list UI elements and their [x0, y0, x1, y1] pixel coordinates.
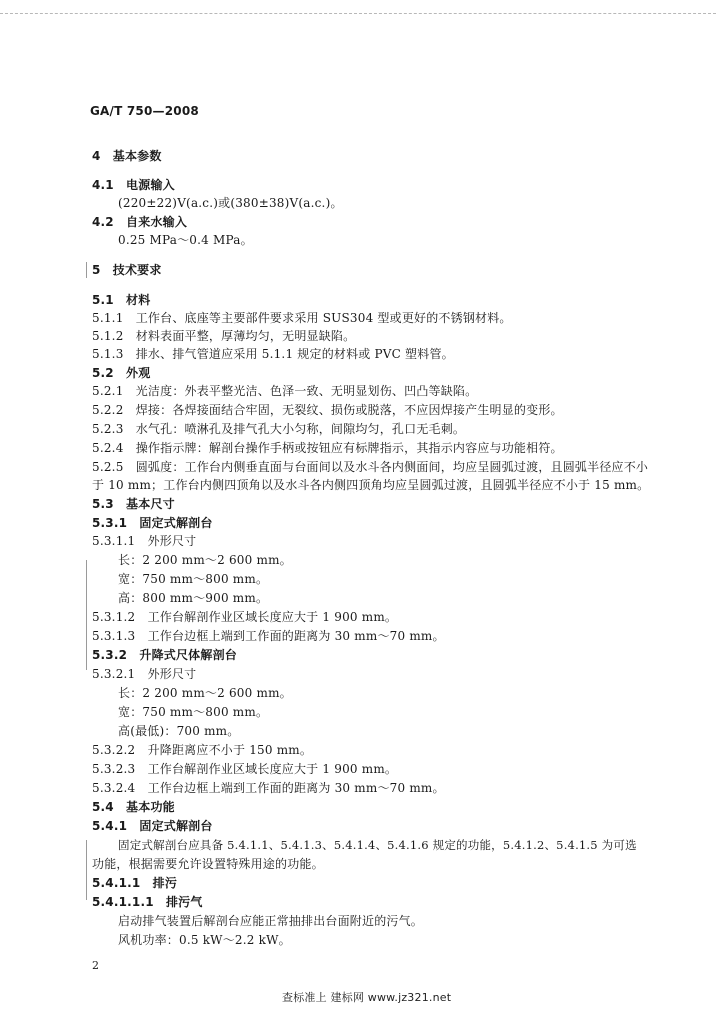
- clause-text: 5.2.4 操作指示牌：解剖台操作手柄或按钮应有标牌指示，其指示内容应与功能相符。: [92, 441, 563, 455]
- clause-text: 风机功率：0.5 kW～2.2 kW。: [118, 933, 291, 947]
- clause-text: 5.3.1.2 工作台解剖作业区域长度应大于 1 900 mm。: [92, 610, 398, 624]
- clause-text: 宽：750 mm～800 mm。: [118, 705, 269, 719]
- clause-text: 高(最低)：700 mm。: [118, 724, 240, 738]
- clause-text: 5.2.3 水气孔：喷淋孔及排气孔大小匀称，间隙均匀，孔口无毛刺。: [92, 422, 466, 436]
- clause-text: 0.25 MPa～0.4 MPa。: [118, 233, 253, 247]
- clause-heading: 5.1 材料: [92, 293, 151, 307]
- clause-text: 长：2 200 mm～2 600 mm。: [118, 686, 292, 700]
- clause-text: 5.2.2 焊接：各焊接面结合牢固，无裂纹、损伤或脱落，不应因焊接产生明显的变形。: [92, 403, 563, 417]
- clause-text: 5.3.2.3 工作台解剖作业区域长度应大于 1 900 mm。: [92, 762, 398, 776]
- clause-text: 宽：750 mm～800 mm。: [118, 572, 269, 586]
- clause-text: 长：2 200 mm～2 600 mm。: [118, 553, 292, 567]
- clause-text: 5.3.2.1 外形尺寸: [92, 667, 197, 681]
- margin-mark: [86, 560, 87, 670]
- section-heading: 4 基本参数: [92, 149, 162, 163]
- clause-text: 于 10 mm；工作台内侧四顶角以及水斗各内侧四顶角均应呈圆弧过渡，且圆弧半径应不小于 15 mm。: [92, 478, 650, 492]
- clause-text: 功能，根据需要允许设置特殊用途的功能。: [92, 857, 324, 871]
- clause-heading: 4.1 电源输入: [92, 178, 175, 192]
- clause-text: 5.3.1.3 工作台边框上端到工作面的距离为 30 mm～70 mm。: [92, 629, 445, 643]
- page-number: 2: [92, 959, 100, 972]
- scan-edge-line: [0, 13, 716, 14]
- clause-text: 高：800 mm～900 mm。: [118, 591, 269, 605]
- clause-text: 5.2.1 光洁度：外表平整光洁、色泽一致、无明显划伤、凹凸等缺陷。: [92, 384, 478, 398]
- standard-number: GA/T 750—2008: [90, 104, 199, 118]
- section-heading: 5 技术要求: [92, 263, 162, 277]
- clause-text: 5.3.2.2 升降距离应不小于 150 mm。: [92, 743, 313, 757]
- clause-heading: 5.3.2 升降式尺体解剖台: [92, 648, 237, 662]
- clause-heading: 5.3 基本尺寸: [92, 497, 175, 511]
- clause-text: 固定式解剖台应具备 5.4.1.1、5.4.1.3、5.4.1.4、5.4.1.6 规定的功能，5.4.1.2、5.4.1.5 为可选: [118, 838, 637, 852]
- clause-text: 5.2.5 圆弧度：工作台内侧垂直面与台面间以及水斗各内侧面间，均应呈圆弧过渡，且圆弧半径应不小: [92, 460, 649, 474]
- clause-text: 5.1.1 工作台、底座等主要部件要求采用 SUS304 型或更好的不锈钢材料。: [92, 311, 512, 325]
- clause-heading: 5.3.1 固定式解剖台: [92, 516, 213, 530]
- clause-text: 5.3.2.4 工作台边框上端到工作面的距离为 30 mm～70 mm。: [92, 781, 445, 795]
- clause-heading: 5.4.1.1.1 排污气: [92, 895, 203, 909]
- clause-text: 启动排气装置后解剖台应能正常抽排出台面附近的污气。: [118, 914, 424, 928]
- clause-text: 5.1.3 排水、排气管道应采用 5.1.1 规定的材料或 PVC 塑料管。: [92, 347, 454, 361]
- footer-watermark: 查标准上 建标网 www.jz321.net: [282, 991, 452, 1004]
- clause-heading: 5.4 基本功能: [92, 800, 175, 814]
- clause-text: 5.3.1.1 外形尺寸: [92, 534, 197, 548]
- clause-heading: 5.4.1.1 排污: [92, 876, 178, 890]
- margin-mark: [86, 262, 87, 278]
- margin-mark: [86, 840, 87, 900]
- clause-heading: 5.4.1 固定式解剖台: [92, 819, 213, 833]
- clause-heading: 4.2 自来水输入: [92, 215, 188, 229]
- clause-heading: 5.2 外观: [92, 366, 151, 380]
- clause-text: 5.1.2 材料表面平整，厚薄均匀，无明显缺陷。: [92, 329, 356, 343]
- clause-text: (220±22)V(a.c.)或(380±38)V(a.c.)。: [118, 196, 343, 210]
